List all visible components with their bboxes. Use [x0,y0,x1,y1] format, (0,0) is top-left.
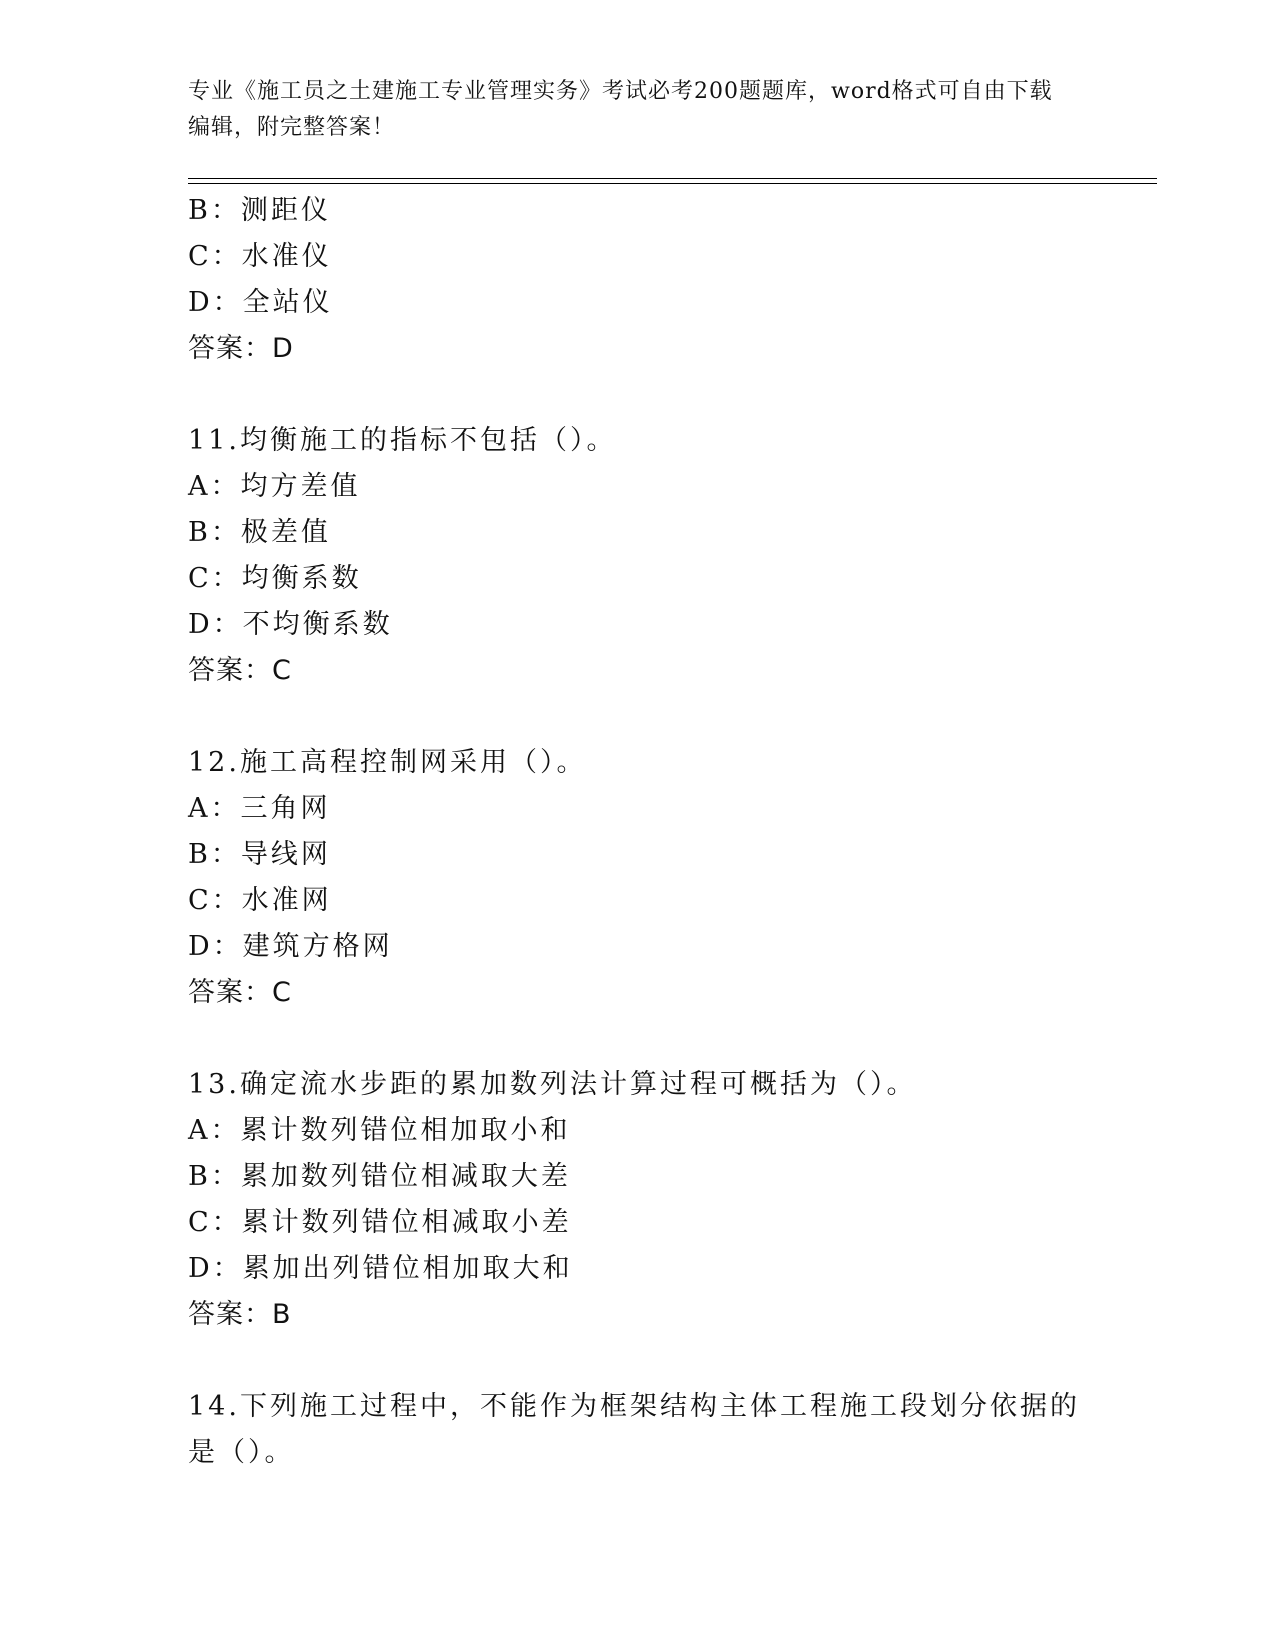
question-continued [188,188,1088,372]
question-block [188,1062,1088,1338]
option-d: D：不均衡系数 [188,609,393,640]
option-a: A：累计数列错位相加取小和 [188,1115,571,1146]
answer-line: 答案：B [188,1299,292,1330]
header-rule-thin [188,183,1157,184]
spacer [188,1338,1088,1384]
option-c: C：水准网 [188,885,332,916]
option-c: C：均衡系数 [188,563,362,594]
option-b: B：测距仪 [188,195,331,226]
option-a: A：三角网 [188,793,331,824]
option-c: C：累计数列错位相减取小差 [188,1207,572,1238]
answer-line: 答案：C [188,655,292,686]
question-block [188,740,1088,1016]
answer-line: 答案：C [188,977,292,1008]
question-stem: 12.施工高程控制网采用（）。 [188,747,587,778]
question-stem: 11.均衡施工的指标不包括（）。 [188,425,617,456]
question-stem: 14.下列施工过程中，不能作为框架结构主体工程施工段划分依据的是（）。 [188,1391,1080,1468]
option-d: D：全站仪 [188,287,333,318]
option-a: A：均方差值 [188,471,361,502]
option-b: B：累加数列错位相减取大差 [188,1161,571,1192]
answer-line: 答案：D [188,333,294,364]
document-header: 专业《施工员之土建施工专业管理实务》考试必考200题题库，word格式可自由下载编辑，附完整答案！ [188,79,1053,140]
header-rule-thick [188,178,1157,179]
spacer [188,372,1088,418]
option-c: C：水准仪 [188,241,332,272]
option-b: B：导线网 [188,839,331,870]
question-block [188,1384,1088,1476]
spacer [188,1016,1088,1062]
question-stem: 13.确定流水步距的累加数列法计算过程可概括为（）。 [188,1069,917,1100]
option-d: D：建筑方格网 [188,931,393,962]
question-block [188,418,1088,694]
option-b: B：极差值 [188,517,331,548]
spacer [188,694,1088,740]
option-d: D：累加出列错位相加取大和 [188,1253,573,1284]
question-list [188,188,1088,1476]
